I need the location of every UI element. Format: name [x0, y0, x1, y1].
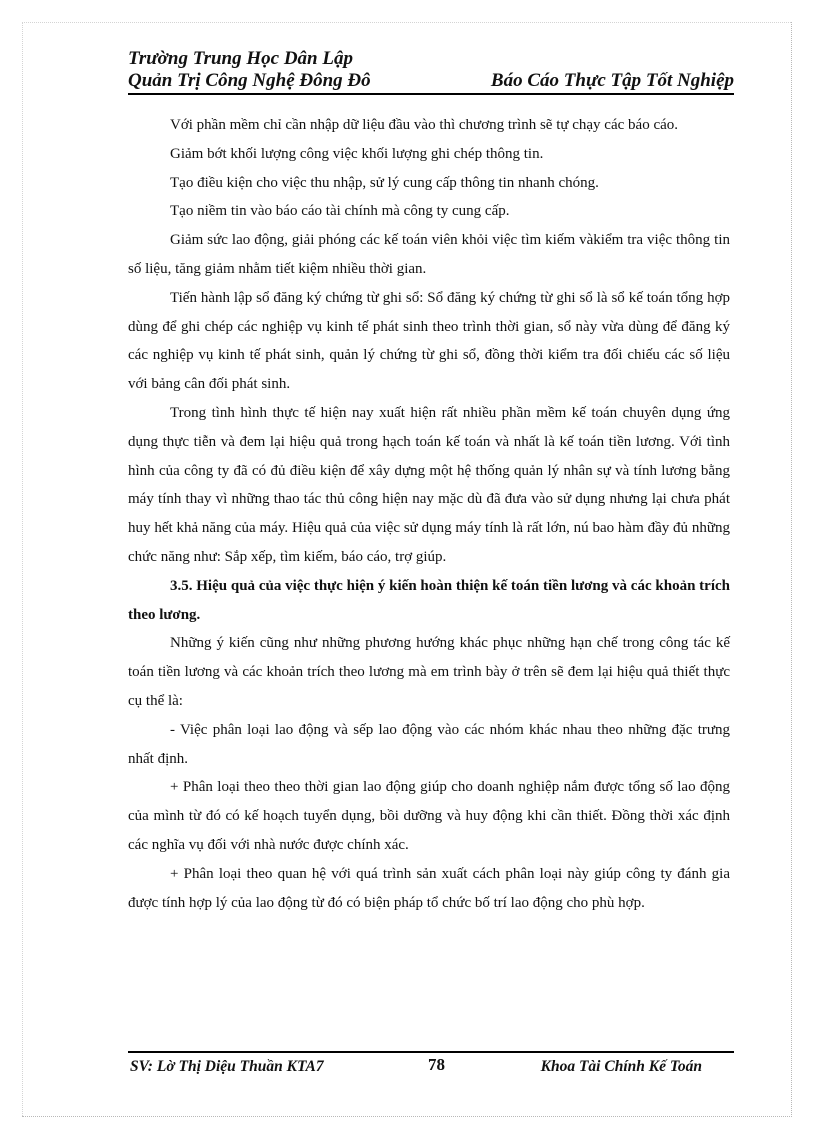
paragraph: - Việc phân loại lao động và sếp lao động vào các nhóm khác nhau theo những đặc trưng nhất định. [128, 721, 730, 767]
paragraph: Tạo điều kiện cho việc thu nhập, sử lý cung cấp thông tin nhanh chóng. [170, 174, 599, 191]
department-name: Khoa Tài Chính Kế Toán [540, 1058, 702, 1075]
paragraph: + Phân loại theo theo thời gian lao động giúp cho doanh nghiệp nắm được tổng số lao động của mình từ đó có kế hoạch tuyển dụng, bồi dưỡng và huy động khi cần thiết. Đồng thời xác định các nghĩa vụ đối với nhà nước được chính xác. [128, 779, 730, 853]
paragraph: Giảm sức lao động, giải phóng các kế toán viên khỏi việc tìm kiếm vàkiểm tra việc thông tin số liệu, tăng giảm nhằm tiết kiệm nhiều thời gian. [128, 232, 730, 277]
header-rule [128, 93, 734, 95]
paragraph: Với phần mềm chỉ cần nhập dữ liệu đầu vào thì chương trình sẽ tự chạy các báo cáo. [170, 117, 679, 133]
school-name-line2: Quản Trị Công Nghệ Đông Đô [128, 70, 371, 91]
page-header [128, 48, 734, 92]
report-title: Báo Cáo Thực Tập Tốt Nghiệp [490, 70, 734, 91]
paragraph: Giảm bớt khối lượng công việc khối lượng ghi chép thông tin. [170, 145, 544, 162]
header-second-row [128, 70, 734, 92]
paragraph: Những ý kiến cũng như những phương hướng khác phục những hạn chế trong công tác kế toán tiền lương và các khoản trích theo lương mà em trình bày ở trên sẽ đem lại hiệu quả thiết thực cụ thể là: [128, 635, 730, 709]
section-heading: 3.5. Hiệu quả của việc thực hiện ý kiến hoàn thiện kế toán tiền lương và các khoản trích theo lương. [128, 577, 730, 623]
paragraph: Tạo niềm tin vào báo cáo tài chính mà công ty cung cấp. [170, 203, 510, 220]
paragraph: + Phân loại theo quan hệ với quá trình sản xuất cách phân loại này giúp công ty đánh gia được tính hợp lý của lao động từ đó có biện pháp tổ chức bố trí lao động cho phù hợp. [128, 865, 730, 911]
paragraph: Tiến hành lập sổ đăng ký chứng từ ghi sổ: Sổ đăng ký chứng từ ghi sổ là sổ kế toán tổng hợp dùng để ghi chép các nghiệp vụ kinh tế phát sinh theo trình thời gian, sổ này vừa dùng để đăng ký các nghiệp vụ kinh tế phát sinh, quản lý chứng từ ghi sổ, đồng thời kiểm tra đối chiếu các số liệu với bảng cân đối phát sinh. [128, 289, 730, 393]
school-name-line: Trường Trung Học Dân Lập [128, 48, 353, 69]
body-text [128, 111, 730, 917]
student-name: SV: Lờ Thị Diệu Thuần KTA7 [130, 1058, 324, 1075]
footer-rule [128, 1051, 734, 1053]
page-number: 78 [428, 1055, 445, 1074]
paragraph: Trong tình hình thực tế hiện nay xuất hiện rất nhiều phần mềm kế toán chuyên dụng ứng dụng thực tiễn và đem lại hiệu quả trong hạch toán kế toán và nhất là kế toán tiền lương. Với tình hình của công ty đã có đủ điều kiện để xây dựng một hệ thống quản lý nhân sự và tính lương bằng máy tính thay vì những thao tác thủ công hiện nay mặc dù đã đưa vào sử dụng nhưng lại chưa phát huy hết khả năng của máy. Hiệu quả của việc sử dụng máy tính là rất lớn, nú bao hàm đầy đủ những chức năng như: Sắp xếp, tìm kiếm, báo cáo, trợ giúp. [128, 404, 730, 565]
